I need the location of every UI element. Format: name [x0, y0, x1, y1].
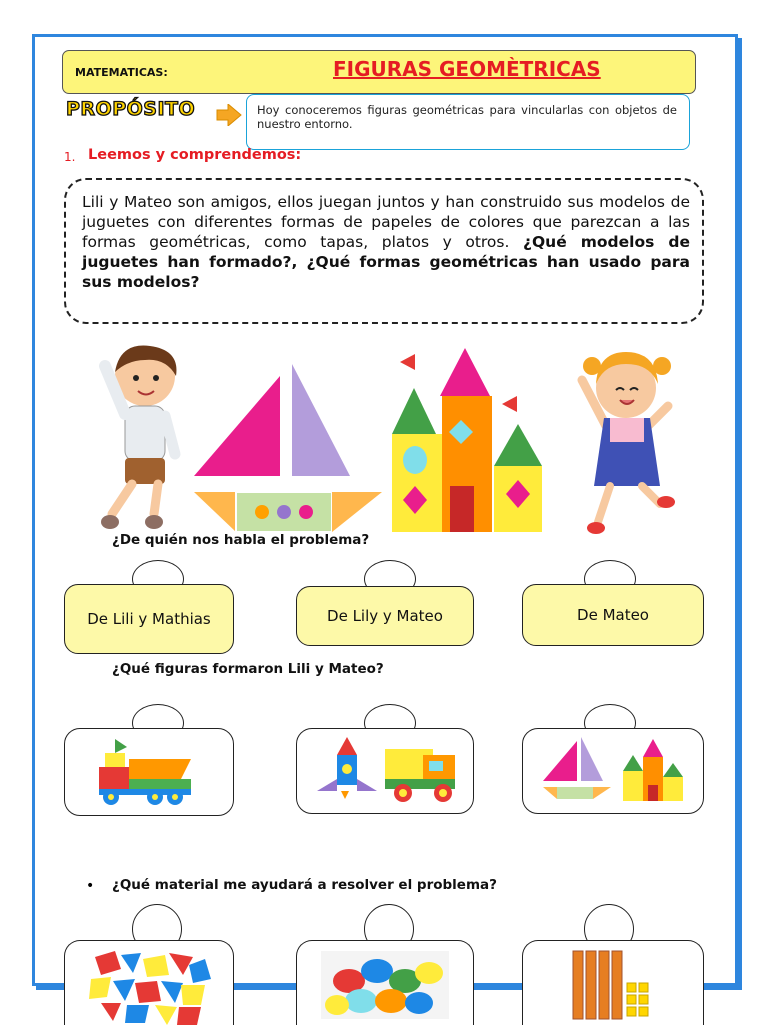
- castle-figure: [392, 348, 542, 532]
- story-body: Lili y Mateo son amigos, ellos juegan juntos y han construido sus modelos de juguetes con diferentes formas de papeles de colores que parezcan a las formas geométricas, como tapas, platos y otros.: [82, 193, 690, 251]
- step-heading: Leemos y comprendemos:: [88, 147, 302, 163]
- option-1b[interactable]: De Lily y Mateo: [296, 586, 474, 646]
- story-illustration: [70, 336, 690, 546]
- story-question: ¿Qué modelos de juguetes han formado?, ¿Qué formas geométricas han usado para sus modelos?: [82, 233, 690, 291]
- option-2c[interactable]: [522, 728, 704, 814]
- option-2b[interactable]: [296, 728, 474, 814]
- question-1: ¿De quién nos habla el problema?: [112, 532, 370, 548]
- page-title: FIGURAS GEOMÈTRICAS: [333, 57, 601, 81]
- arrow-right-icon: [216, 104, 242, 126]
- bullet: •: [86, 878, 95, 894]
- option-2a[interactable]: [64, 728, 234, 816]
- header-bar: [62, 50, 696, 94]
- story-text: [82, 192, 690, 292]
- option-3b[interactable]: [296, 940, 474, 1025]
- proposito-text: Hoy conoceremos figuras geométricas para vincularlas con objetos de nuestro entorno.: [257, 103, 677, 131]
- story-box: [64, 178, 704, 324]
- question-2: ¿Qué figuras formaron Lili y Mateo?: [112, 661, 384, 677]
- proposito-box: [246, 94, 690, 150]
- option-3c[interactable]: [522, 940, 704, 1025]
- proposito-label: PROPÓSITO: [66, 98, 196, 120]
- option-1a[interactable]: De Lili y Mathias: [64, 584, 234, 654]
- sailboat-figure: [194, 364, 382, 532]
- rocket-and-truck-figures: [297, 729, 473, 813]
- boy-illustration: [101, 346, 176, 529]
- base-ten-blocks: [523, 941, 703, 1025]
- bottle-caps: [297, 941, 473, 1025]
- pattern-blocks: [65, 941, 233, 1025]
- question-3: ¿Qué material me ayudará a resolver el problema?: [112, 877, 497, 893]
- option-1c[interactable]: De Mateo: [522, 584, 704, 646]
- subject-label: MATEMATICAS:: [75, 66, 168, 79]
- truck-figure: [65, 729, 233, 815]
- step-number: 1.: [64, 150, 76, 164]
- girl-illustration: [582, 352, 675, 534]
- option-3a[interactable]: [64, 940, 234, 1025]
- boat-and-castle-figures: [523, 729, 703, 813]
